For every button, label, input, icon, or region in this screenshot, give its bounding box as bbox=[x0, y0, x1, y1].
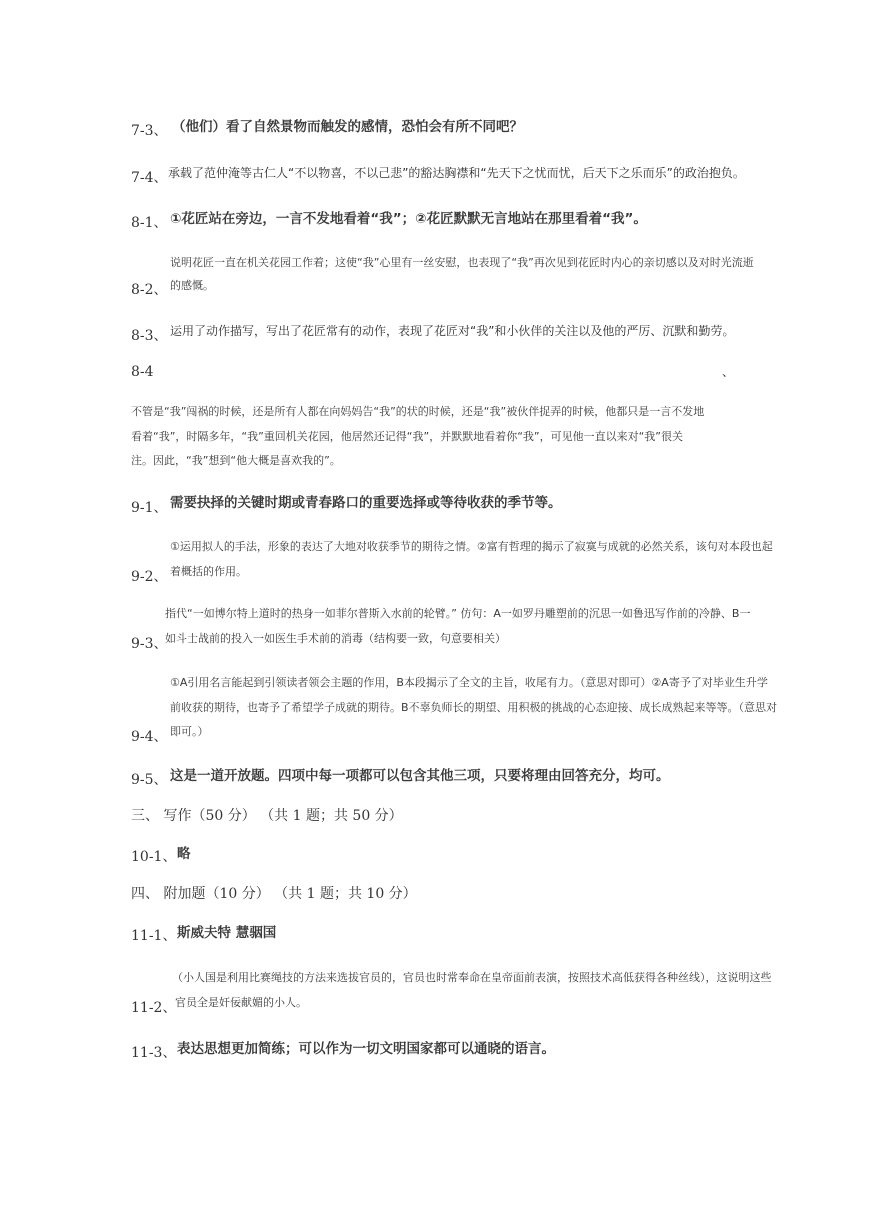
answer-text-8-3: 运用了动作描写，写出了花匠常有的动作，表现了花匠对“我”和小伙伴的关注以及他的严厉、沉默和勤劳。 bbox=[170, 324, 735, 338]
answer-text-9-3-line-2: 如斗士战前的投入一如医生手术前的消毒（结构要一致，句意要相关） bbox=[165, 632, 506, 645]
answer-text-9-2-line-1: ①运用拟人的手法，形象的表达了大地对收获季节的期待之情。②富有哲理的揭示了寂寞与成就的必然关系，该句对本段也起 bbox=[170, 540, 773, 553]
answer-label-11-3: 11-3、 bbox=[131, 1045, 177, 1061]
answer-text-9-5: 这是一道开放题。四项中每一项都可以包含其他三项，只要将理由回答充分，均可。 bbox=[170, 768, 670, 784]
answer-8-4-trailing-mark: 、 bbox=[722, 365, 735, 379]
answer-label-9-3: 9-3、 bbox=[131, 636, 168, 652]
answer-text-9-4-line-2: 前收获的期待，也寄予了希望学子成就的期待。B不辜负师长的期望、用积极的挑战的心态迎接、成长成熟起来等等。（意思对 bbox=[170, 701, 778, 714]
answer-label-8-3: 8-3、 bbox=[131, 328, 168, 344]
answer-text-9-4-line-1: ①A引用名言能起到引领读者领会主题的作用，B本段揭示了全文的主旨，收尾有力。（意思对即可）②A寄予了对毕业生升学 bbox=[170, 676, 768, 689]
answer-label-8-4: 8-4 bbox=[131, 364, 154, 380]
answer-label-9-1: 9-1、 bbox=[131, 500, 168, 516]
answer-text-8-4-line-3: 注。因此，“我”想到“他大概是喜欢我的”。 bbox=[131, 454, 341, 467]
answer-text-11-3: 表达思想更加简练；可以作为一切文明国家都可以通晓的语言。 bbox=[177, 1041, 555, 1057]
answer-label-9-2: 9-2、 bbox=[131, 569, 168, 585]
answer-label-7-3: 7-3、 bbox=[131, 123, 168, 139]
answer-text-8-1: ①花匠站在旁边，一言不发地看着“我”；②花匠默默无言地站在那里看着“我”。 bbox=[170, 211, 647, 227]
answer-label-8-2: 8-2、 bbox=[131, 282, 168, 298]
answer-label-7-4: 7-4、 bbox=[131, 170, 168, 186]
answer-label-11-2: 11-2、 bbox=[131, 1000, 177, 1016]
answer-text-11-2-line-2: 官员全是奸佞献媚的小人。 bbox=[175, 996, 307, 1009]
answer-label-8-1: 8-1、 bbox=[131, 215, 168, 231]
answer-text-9-2-line-2: 着概括的作用。 bbox=[170, 565, 247, 578]
answer-label-11-1: 11-1、 bbox=[131, 928, 177, 944]
answer-label-9-5: 9-5、 bbox=[131, 772, 168, 788]
answer-text-9-1: 需要抉择的关键时期或青春路口的重要选择或等待收获的季节等。 bbox=[170, 495, 562, 511]
answer-text-8-2-line-1: 说明花匠一直在机关花园工作着；这使“我”心里有一丝安慰，也表现了“我”再次见到花匠时内心的亲切感以及对时光流逝 bbox=[170, 256, 754, 269]
answer-text-8-2-line-2: 的感慨。 bbox=[170, 279, 214, 292]
answer-text-11-1: 斯威夫特 慧骃国 bbox=[177, 925, 277, 941]
answer-label-10-1: 10-1、 bbox=[131, 849, 177, 865]
section-heading-bonus: 四、 附加题（10 分） （共 1 题；共 10 分） bbox=[131, 886, 417, 902]
answer-text-7-3: （他们）看了自然景物而触发的感情，恐怕会有所不同吧？ bbox=[172, 119, 523, 135]
answer-label-9-4: 9-4、 bbox=[131, 729, 168, 745]
answer-text-8-4-line-2: 看着“我”，时隔多年，“我”重回机关花园，他居然还记得“我”，并默默地看着你“我”，可见他一直以来对“我”很关 bbox=[131, 430, 683, 443]
answer-text-11-2-line-1: （小人国是利用比赛绳技的方法来选拔官员的，官员也时常奉命在皇帝面前表演，按照技术高低获得各种丝线），这说明这些 bbox=[172, 971, 772, 984]
answer-text-10-1: 略 bbox=[177, 846, 191, 862]
answer-text-9-4-line-3: 即可。） bbox=[170, 725, 209, 738]
answer-text-9-3-line-1: 指代“一如博尔特上道时的热身一如菲尔普斯入水前的轮臂。” 仿句：A一如罗丹雕塑前的沉思一如鲁迅写作前的冷静、B一 bbox=[165, 607, 751, 620]
section-heading-writing: 三、 写作（50 分） （共 1 题；共 50 分） bbox=[131, 808, 403, 824]
answer-text-8-4-line-1: 不管是“我”闯祸的时候，还是所有人都在向妈妈告“我”的状的时候，还是“我”被伙伴捉弄的时候，他都只是一言不发地 bbox=[131, 405, 705, 418]
answer-text-7-4: 承载了范仲淹等古仁人“不以物喜，不以己悲”的豁达胸襟和“先天下之忧而忧，后天下之乐而乐”的政治抱负。 bbox=[168, 166, 745, 180]
